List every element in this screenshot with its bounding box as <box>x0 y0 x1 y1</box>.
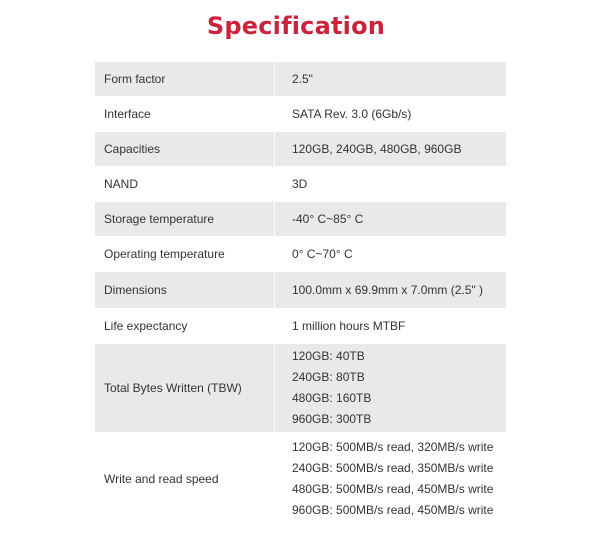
spec-value-line: -40° C~85° C <box>292 211 364 226</box>
spec-value-line: 0° C~70° C <box>292 246 353 261</box>
spec-value <box>275 433 506 525</box>
spec-row-operating-temperature <box>95 237 506 272</box>
spec-label: Dimensions <box>95 272 275 308</box>
spec-label: Life expectancy <box>95 309 275 343</box>
spec-value-line: 960GB: 300TB <box>292 412 372 426</box>
spec-value-line: 240GB: 500MB/s read, 350MB/s write <box>292 461 494 475</box>
spec-label: NAND <box>95 167 275 201</box>
spec-row-nand <box>95 167 506 202</box>
spec-value-line: 240GB: 80TB <box>292 370 365 384</box>
spec-value-line: 960GB: 500MB/s read, 450MB/s write <box>292 503 494 517</box>
spec-value-line: 120GB: 40TB <box>292 349 365 363</box>
spec-value-line: 480GB: 500MB/s read, 450MB/s write <box>292 482 494 496</box>
spec-label: Write and read speed <box>95 433 275 525</box>
spec-value-line: 100.0mm x 69.9mm x 7.0mm (2.5" ) <box>292 282 483 297</box>
spec-value-line: 3D <box>292 176 308 191</box>
spec-value <box>275 237 506 271</box>
spec-label: Total Bytes Written (TBW) <box>95 344 275 432</box>
spec-row-dimensions <box>95 272 506 309</box>
spec-label: Interface <box>95 97 275 131</box>
spec-value <box>275 132 506 166</box>
spec-value-line: 480GB: 160TB <box>292 391 372 405</box>
spec-value-line: 1 million hours MTBF <box>292 318 406 333</box>
spec-value-line: 120GB: 500MB/s read, 320MB/s write <box>292 440 494 454</box>
spec-value-line: 120GB, 240GB, 480GB, 960GB <box>292 141 462 156</box>
spec-value-line: SATA Rev. 3.0 (6Gb/s) <box>292 106 412 121</box>
spec-value <box>275 97 506 131</box>
spec-value <box>275 167 506 201</box>
spec-row-capacities <box>95 132 506 167</box>
spec-value <box>275 344 506 432</box>
spec-value <box>275 62 506 96</box>
spec-row-tbw <box>95 344 506 433</box>
page-title: Specification <box>206 12 386 40</box>
spec-value <box>275 202 506 236</box>
spec-value-line: 2.5" <box>292 71 313 86</box>
spec-label: Storage temperature <box>95 202 275 236</box>
spec-row-form-factor <box>95 62 506 97</box>
spec-value <box>275 272 506 308</box>
spec-label: Form factor <box>95 62 275 96</box>
spec-label: Operating temperature <box>95 237 275 271</box>
spec-label: Capacities <box>95 132 275 166</box>
spec-row-interface <box>95 97 506 132</box>
spec-value <box>275 309 506 343</box>
specification-table <box>95 62 506 526</box>
spec-row-storage-temperature <box>95 202 506 237</box>
spec-row-write-read-speed <box>95 433 506 526</box>
spec-row-life-expectancy <box>95 309 506 344</box>
